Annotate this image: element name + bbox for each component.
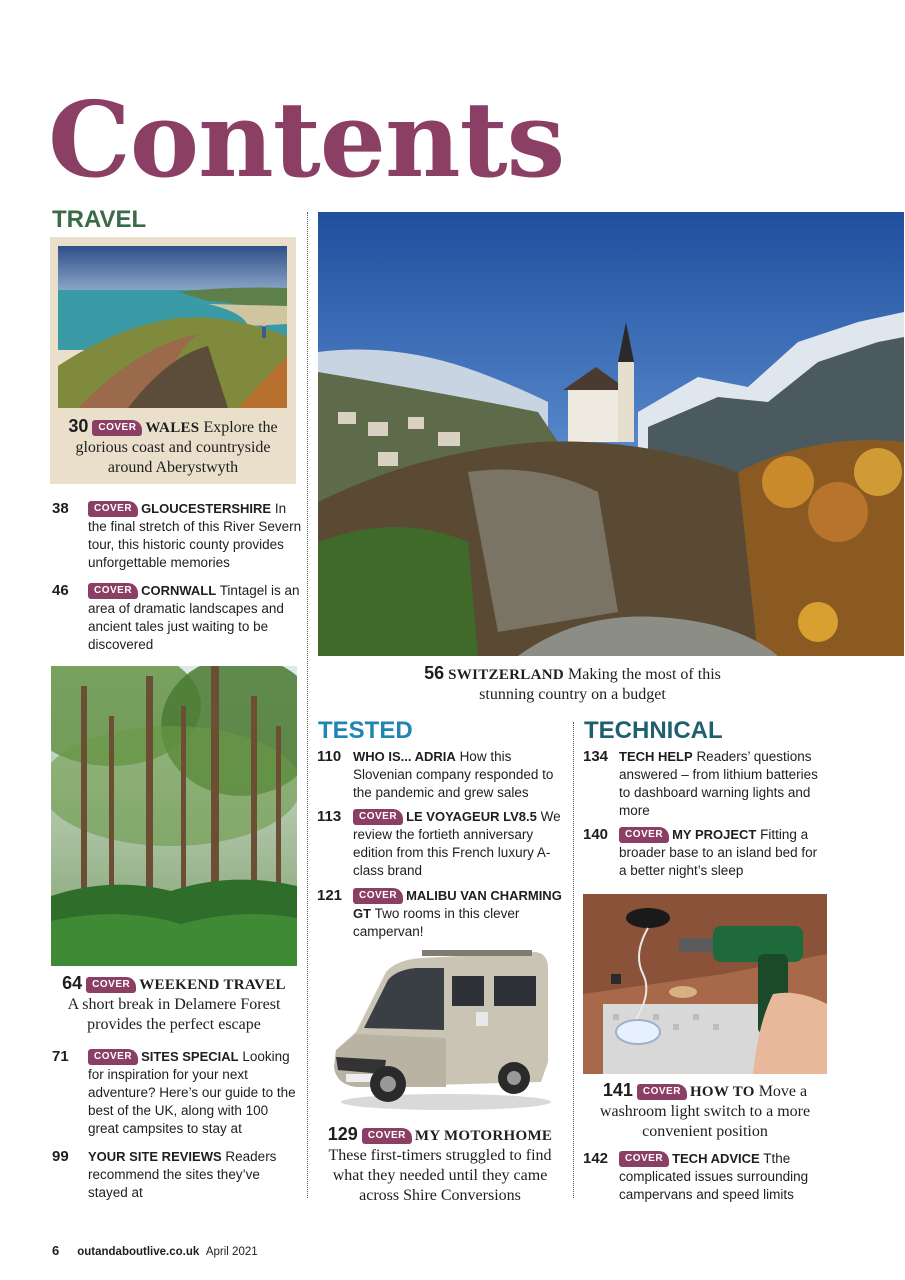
cover-badge: COVER xyxy=(362,1128,412,1144)
campervan-photo[interactable] xyxy=(326,942,554,1110)
cover-badge: COVER xyxy=(92,420,142,436)
page-footer xyxy=(52,1243,258,1258)
toc-entry-my-motorhome[interactable]: 129 COVER MY MOTORHOME These first-timers struggled to find what they needed until they came across Shire Conversions xyxy=(327,1124,553,1204)
cover-badge: COVER xyxy=(619,827,669,843)
cover-badge: COVER xyxy=(88,583,138,599)
column-divider-right xyxy=(573,722,574,1198)
toc-entry-my-project[interactable]: 140 COVER MY PROJECT Fitting a broader base to an island bed for a better night’s sleep xyxy=(583,826,818,878)
toc-entry-malibu[interactable]: 121 COVER MALIBU VAN CHARMING GT Two rooms in this clever campervan! xyxy=(317,887,562,939)
footer-date: April 2021 xyxy=(205,1246,258,1258)
toc-entry-sites-special[interactable]: 71 COVER SITES SPECIAL Looking for inspiration for your next adventure? Here’s our guide to the best of the UK, along with 100 great campsites to stay at xyxy=(52,1048,296,1136)
toc-entry-gloucestershire[interactable]: 38 COVER GLOUCESTERSHIRE In the final stretch of this River Severn tour, this historic county provides unforgettable memories xyxy=(52,500,302,570)
section-heading-travel: TRAVEL xyxy=(52,206,147,233)
toc-entry-switzerland[interactable]: 56 SWITZERLAND Making the most of this stunning country on a budget xyxy=(424,663,721,703)
column-divider-left xyxy=(307,212,308,1198)
cover-badge: COVER xyxy=(353,809,403,825)
cover-badge: COVER xyxy=(88,501,138,517)
section-heading-technical: TECHNICAL xyxy=(584,717,723,744)
cover-badge: COVER xyxy=(353,888,403,904)
toc-entry-adria[interactable]: 110 WHO IS... ADRIA How this Slovenian company responded to the pandemic and grew sales xyxy=(317,748,554,800)
cover-badge: COVER xyxy=(86,977,136,993)
cover-badge: COVER xyxy=(88,1049,138,1065)
page-title: Contents xyxy=(48,78,565,201)
forest-photo[interactable] xyxy=(51,666,297,966)
cover-badge: COVER xyxy=(619,1151,669,1167)
toc-entry-cornwall[interactable]: 46 COVER CORNWALL Tintagel is an area of dramatic landscapes and ancient tales just waiting to be discovered xyxy=(52,582,300,652)
section-heading-tested: TESTED xyxy=(318,717,413,744)
toc-entry-how-to[interactable]: 141 COVER HOW TO Move a washroom light switch to a more convenient position xyxy=(599,1080,811,1140)
toc-entry-wales[interactable]: 30 COVER WALES Explore the glorious coast and countryside around Aberystwyth xyxy=(68,416,278,476)
switzerland-village-photo[interactable] xyxy=(318,212,904,656)
drill-light-photo[interactable] xyxy=(583,894,827,1074)
toc-entry-tech-advice[interactable]: 142 COVER TECH ADVICE Tthe complicated issues surrounding campervans and speed limits xyxy=(583,1150,809,1202)
toc-entry-weekend-travel[interactable]: 64 COVER WEEKEND TRAVEL A short break in Delamere Forest provides the perfect escape xyxy=(62,973,286,1033)
toc-entry-tech-help[interactable]: 134 TECH HELP Readers’ questions answered – from lithium batteries to dashboard warning lights and more xyxy=(583,748,818,818)
toc-entry-le-voyageur[interactable]: 113 COVER LE VOYAGEUR LV8.5 We review the fortieth anniversary edition from this French luxury A-class brand xyxy=(317,808,561,878)
cover-badge: COVER xyxy=(637,1084,687,1100)
footer-site[interactable]: outandaboutlive.co.uk xyxy=(77,1246,200,1258)
wales-coast-photo[interactable] xyxy=(58,246,287,408)
toc-entry-site-reviews[interactable]: 99 YOUR SITE REVIEWS Readers recommend the sites they’ve stayed at xyxy=(52,1148,277,1200)
page-number: 6 xyxy=(52,1243,60,1258)
